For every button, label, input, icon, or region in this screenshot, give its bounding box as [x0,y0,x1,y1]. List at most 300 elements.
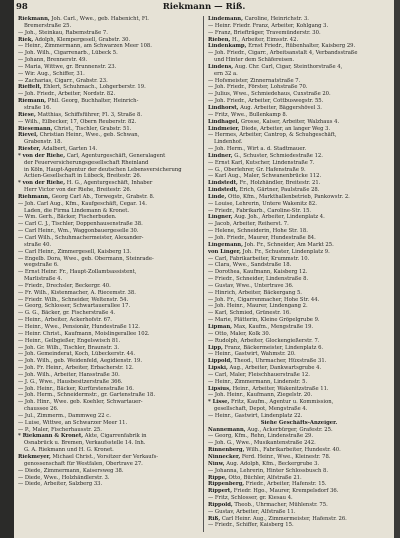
entry-details: Grabenstr. 18. [24,139,63,146]
directory-entry-line [18,132,200,139]
entry-details: — Hermes, Arbeiter, Cantrop, & Schuhgeschäft, [208,132,337,139]
entry-details: Christian Heinr., Wwe., geb. Schwan, [37,132,140,139]
directory-entry-line [18,214,200,221]
entry-surname: Rippenberg, [208,481,245,488]
directory-entry-line [208,345,390,352]
directory-entry-line [18,379,200,386]
directory-entry-line [208,105,390,112]
entry-surname: Lindhagel, [208,118,240,125]
entry-details: — Helene, Schneiderin, Hohe Str. 18. [208,228,308,235]
entry-details: Christ., Tischler, Grabstr. 51. [52,125,132,132]
entry-details: — Joh. Gr. Wilh., Tischler, Braunstr. 3. [18,344,120,351]
directory-entry-line [208,440,390,447]
directory-entry-line [18,372,200,379]
entry-details: — Heinr., Wwe., Pensionär, Hundestraße 112. [18,323,140,330]
directory-entry-line [18,235,200,242]
entry-surname: Lindenkamp, [208,43,247,50]
entry-details: — Joh. Fr. Heinr., Arbeiter, Erbacherstr. 12. [18,365,134,372]
directory-entry-line [208,522,390,529]
entry-surname: * von der Riehe, [18,180,66,187]
entry-details: — Joh., Steinkau, Rabemstraße 7. [18,29,108,36]
entry-details: — P., Maler, Fischerhausstr. 25. [18,426,102,433]
entry-details: — Heinr., Gastwirt, Wahmstr. 20. [208,351,296,358]
directory-entry-line [18,283,200,290]
entry-surname: Rippert, [208,488,233,495]
directory-entry-line [208,324,390,331]
entry-details: Erich, Gärtner, Paulstraße 28. [237,187,320,194]
directory-entry-line [208,153,390,160]
directory-entry-line [208,37,390,44]
entry-surname: Ninnecker, [208,454,241,460]
directory-entry-line [208,242,390,249]
directory-entry-line [208,461,390,468]
directory-entry-line [18,119,200,126]
directory-entry-line [208,372,390,379]
directory-entry-line [18,187,200,194]
directory-entry-line [18,406,200,413]
directory-entry-line [18,413,200,420]
directory-entry-line [18,160,200,167]
directory-entry-line [208,509,390,516]
directory-entry-line [208,98,390,105]
directory-entry-line [208,297,390,304]
directory-entry-line [18,23,200,30]
entry-details: — Karl Aug., Maler, Schwanenbrücke 112. [208,173,322,180]
page-number: 98 [16,2,28,12]
directory-entry-line [208,91,390,98]
entry-details: — Joh. Friedr., Arbeiter, Nordstr. 82. [18,91,116,98]
directory-entry-line [208,303,390,310]
entry-details: Heinr., Arbeiter, Wakenitzstraße 11. [230,385,329,392]
entry-details: Carl, Agenturgeschäft, Generalagent [65,152,166,159]
entry-details: Aug. Adolph, Kfm., Beckergrube 3. [224,460,320,467]
entry-details: — Joh. Friedr., Cigarr., Arbeitsanstalt 4, Verbandsstraße [208,50,358,57]
entry-details: — Diede, Wwe., Holzhändlerstr. 3. [18,474,110,481]
directory-entry-line [208,386,390,393]
entry-details: Laden, die Firma Lindemann & Kronet. [24,207,129,214]
entry-details: Aug., Ackerbürger, Grafestr. 25. [245,426,333,433]
entry-details: — Carl Heinr., Zimmergesell, Kaisberg 13. [18,248,132,255]
entry-details: straße 16. [24,104,52,111]
entry-details: — Rudolph, Arbeiter, Glockengießerstr. 7. [208,337,320,344]
entry-surname: Lindstedt, [208,187,238,194]
directory-entry-line [208,338,390,345]
directory-entry-line [208,160,390,167]
entry-details: — Joh. Friedr., Maurer, Hundestraße 84. [208,235,316,241]
directory-entry-line [208,481,390,488]
directory-entry-line [208,112,390,119]
directory-entry-line [18,365,200,372]
column-divider [203,16,204,532]
page-header [14,2,394,15]
entry-surname: Lipski, [208,365,228,372]
entry-details: straße 40. [24,241,52,248]
directory-entry-line [208,310,390,317]
entry-details: — Wir. Aug., Schiffer, 31. [18,70,85,77]
entry-details: Michael Christ., Vorsitzer der Verkaufs- [50,454,159,460]
directory-entry-line [208,16,390,23]
entry-details: Theod., Uhrmacher, Hüxstraße 31. [232,358,327,365]
entry-details: — Joh. Herm., Schneidermstr., gr. Gartenstraße 18. [18,392,156,399]
entry-details: — Heinr., Zimmermann, am Schwarzen Meer 108. [18,43,152,50]
directory-entry-line [208,502,390,509]
entry-details: Fr., Holzhändler, Breitestr. 21. [237,180,321,187]
directory-entry-line [18,139,200,146]
directory-entry-line [208,194,390,201]
directory-entry-line [18,297,200,304]
entry-details: Grosse, Kaiser, Arbeiter, Walzhaus 4. [239,118,340,125]
entry-surname: Riese, [18,111,36,118]
entry-surname: * Lisse, [208,399,230,406]
entry-details: — Hofsmeister, Zinnernatstraße 7. [208,77,301,84]
directory-entry-line [208,399,390,406]
directory-entry-line [208,358,390,365]
entry-details: — Wilh., Eilbecker, 17, Obern Reuberstr. 82. [18,118,137,125]
entry-details: — Joh. Wilh., Arbeiter, Hansstraße 30. [18,371,120,378]
directory-entry-line [18,50,200,57]
entry-surname: Riß, [208,515,221,522]
entry-surname: Lipsius, [208,385,231,392]
left-column [18,16,200,534]
entry-details: — Carl Wilh., Schuhmachermeister, Alexander- [18,235,144,241]
directory-entry-line [18,112,200,119]
section-reference [208,420,390,427]
entry-details: — Carl C. J., Tischler, Doppenhausenstraße 38. [18,221,143,228]
entry-details: — Hinrich, Arbeiter, Bäckergang 5. [208,289,302,296]
entry-details: — Georg, Kfm., Rehn, Lindenstraße 29. [208,433,314,440]
entry-details: — Fritz, Schlosser, gr. Kiesau 4. [208,495,293,502]
directory-entry-line [18,194,200,201]
directory-entry-line [208,351,390,358]
running-head: Riekmann — Riß. [162,2,246,12]
directory-entry-line [18,303,200,310]
directory-entry-line [18,57,200,64]
directory-entry-line [18,153,200,160]
entry-details: Akte, Cigarrenfabrik in [83,433,147,440]
entry-details: — Wm. Gerh., Bäcker, Fischerbuden. [18,214,117,221]
directory-entry-line [208,475,390,482]
directory-entry-line [208,221,390,228]
entry-surname: Riester, [18,146,41,153]
directory-entry-line [18,392,200,399]
entry-details: — Fr. Wilh., Kistenmacher, A. Riecemstr. 38. [18,289,136,296]
entry-details: — Dorothea, Kaufmann, Kaisberg 12. [208,269,308,276]
entry-details: in Köln, Haupt-Agentur der deutschen Lebensversicherung [24,166,182,173]
entry-details: Adolph, Klempergesell, Grabstr. 30. [33,36,131,43]
directory-entry-line [208,516,390,523]
directory-entry-line [18,290,200,297]
entry-details: der Feuerversicherungsgesellschaft Rheinland [24,159,149,166]
entry-details: — Joh. Heinr., Kaufmann, Ziegelstr. 20. [208,392,313,399]
directory-entry-line [18,228,200,235]
entry-details: — Zacharias, Cigarr., Grabstr. 23. [18,77,108,84]
directory-entry-line [208,30,390,37]
directory-entry-line [208,256,390,263]
entry-details: Aug. Arbeiter, Bäggershövel 3. [238,104,322,111]
entry-details: Joh. Carl., Wwe., geb. Habenicht, Fl. [49,16,149,22]
directory-entry-line [18,475,200,482]
directory-entry-line [208,262,390,269]
directory-entry-line [18,454,200,461]
entry-details: — Diede, Zimmermann, Kaisersweg 38. [18,467,124,474]
entry-details: Aug. Chr. Carl, Cigar, Steinthorstraße 4, [233,63,343,70]
entry-surname: Rievel, [18,132,38,139]
directory-entry-line [208,132,390,139]
entry-details: Caroline, Heinrichstr. 3. [242,16,309,22]
entry-surname: Lindmeier, [208,125,240,132]
entry-details: — Joh. Fr., Cigarrenmacher, Hohe Str. 44. [208,296,320,303]
entry-details: — Joh. Hinr., Wwe. geb. Koehler, Schwartauer- [18,399,143,406]
entry-surname: Nannemann, [208,426,246,433]
directory-entry-line [18,43,200,50]
entry-details: — Heinr., Arbeiter, Ackerhofstr. 67. [18,317,112,324]
entry-surname: Lingemann, [208,241,243,248]
directory-entry-line [18,71,200,78]
directory-entry-line [208,78,390,85]
entry-surname: Lindemann, [208,16,243,22]
entry-surname: Lindens, [208,63,234,70]
entry-details: Max, Kaufm., Mengstraße 19. [231,323,314,330]
entry-details: Theob., Uhrmacher, Mühlenstr. 75. [232,501,328,508]
directory-entry-line [208,214,390,221]
directory-entry-line [18,37,200,44]
directory-entry-line [208,180,390,187]
entry-details: — Friedr., Fabrikarb., Caroline-Str. 15. [208,207,312,214]
entry-surname: Lipman, [208,323,232,330]
entry-details: gesellschaft, Depot, Mengstraße 4. [214,406,308,413]
entry-details: — Carl Heinr., Wm., Waggonbauergeselle 30. [18,228,139,235]
directory-entry-line [18,440,200,447]
directory-entry-line [18,276,200,283]
entry-details: — Gustav, Wwe., Untertrave 36. [208,282,294,289]
entry-details: — Friedr., Schiffer, Kaisberg 15. [208,522,294,529]
entry-details: — Georg, Schlosser, Schwartauerallee 17. [18,303,131,310]
entry-surname: Riesemann, [18,125,53,132]
entry-surname: Ninw, [208,460,225,467]
directory-entry-line [18,310,200,317]
entry-details: — Joh. Gemeinderat, Koch, Lübeckerstr. 44. [18,351,136,358]
entry-details: — Heinr., Gelbgießer, Engelswisch 81. [18,337,121,344]
directory-entry-line [208,447,390,454]
directory-entry-line [208,276,390,283]
entry-details: — Friedr., Schneider, Lindenstraße 8. [208,276,309,283]
entry-details: Siehe Geschäfts-Anzeiger. [260,419,338,426]
directory-entry-line [18,30,200,37]
directory-entry-line [208,228,390,235]
right-column [208,16,390,534]
entry-surname: Riekmann, [18,16,50,22]
directory-entry-line [18,481,200,488]
directory-entry-line [208,365,390,372]
entry-details: genossenschaft für Westfalen, Obertrave 27. [24,460,143,467]
directory-entry-line [208,317,390,324]
directory-entry-line [18,338,200,345]
directory-entry-line [18,249,200,256]
directory-entry-line [18,461,200,468]
directory-entry-line [18,331,200,338]
entry-details: — Jul., Zimmerm., Dammweg 22 c. [18,412,111,419]
entry-details: — Joh. Friedr., Arbeiter, Cottbuswegstr. 55. [208,98,324,105]
directory-entry-line [18,256,200,263]
entry-details: Carl Heinr. Aug., Zimmermeister, Hafenstr. 26. [220,515,347,522]
entry-details: — Joh. Carl Aug., Kfm., Kaufgeschäft, Cegar. 14. [18,200,147,207]
directory-entry-line [208,57,390,64]
directory-entry-line [208,64,390,71]
directory-entry-line [18,167,200,174]
entry-details: wegstraße 6. [24,262,59,269]
entry-details: — Heinr. Christ., Kaufmann, Moislingerallee 102. [18,330,150,337]
entry-details: Friedr. Hgo., Maurer, Krempelsdorf 36. [232,488,339,495]
entry-details: Diede, Arbeiter, an langer Weg 3. [239,125,331,132]
entry-details: G., Schuster, Schmiedestraße 12. [232,152,323,159]
entry-surname: Rippe, [208,474,227,481]
directory-entry-line [208,488,390,495]
directory-entry-line [18,105,200,112]
entry-details: — Ernst Heinr. Fr., Haupt-Zollamtsassistent, [18,269,137,276]
directory-entry-line [208,23,390,30]
entry-details: — Heinr. Friedr. Franz, Arbeiter, Kohlgang 3. [208,22,329,29]
entry-details: — Carl, Maler, Fleischhauerstraße 12. [208,371,310,378]
directory-entry-line [208,269,390,276]
entry-details: — Gustav, Arbeiter, Alfstraße 11. [208,508,296,515]
entry-details: G. A. Riekmann und H. G. Kronet. [24,447,114,454]
directory-page [14,0,394,538]
entry-details: — Clara, Wwe., Sandstraße 18. [208,262,292,269]
directory-entry-line [208,43,390,50]
directory-entry-line [208,413,390,420]
entry-details: — Johann, Brennerstr. 49. [18,57,88,64]
directory-entry-line [208,283,390,290]
entry-surname: Lindhorst, [208,104,239,111]
entry-details: — Julius, Wwe., Schmiedehaus, Cuxstraße 20. [208,91,331,98]
directory-entry-line [208,331,390,338]
directory-entry-line [18,433,200,440]
entry-details: — Heinr., Gastwirt, Lindenplatz 22. [208,412,303,419]
directory-entry-line [18,91,200,98]
entry-details: — Joh. G., Wwe., Musikantenstraße 242. [208,440,316,447]
directory-entry-line [18,324,200,331]
entry-surname: Riek, [18,36,34,43]
directory-entry-line [208,468,390,475]
directory-entry-line [208,119,390,126]
entry-details: — G., Oberlehrer, Gr. Hafenstraße 9. [208,166,306,173]
entry-details: ern 32 a. [214,70,238,77]
entry-details: — Jacob, Arbeiter, Reiherst. 7. [208,221,289,228]
entry-details: — Marie, Plätterin, Kleine Gröpelgrube 9. [208,317,320,324]
entry-details: — Luise, Wittwe, an Schwarzer Meer 11. [18,419,128,426]
directory-entry-line [18,84,200,91]
entry-details: Ferd. Heinr., Wwe., Kleinestr. 78. [240,454,331,460]
entry-details: Fritz, Kaufm., Agentur u. Kommission, [229,399,334,406]
entry-surname: Riemann, [18,98,47,105]
entry-details: — Fritz, Wwe., Bullenkamp 8. [208,111,288,118]
directory-entry-line [208,50,390,57]
entry-surname: Lingner, [208,214,233,221]
directory-entry-line [208,392,390,399]
entry-details: Friedr., Arbeiter, Hafenstr. 15. [244,481,327,488]
entry-surname: Linde, [208,193,227,200]
directory-entry-line [208,235,390,242]
directory-entry-line [18,64,200,71]
entry-details: Matthias, Schiffsführer, Fl. 3, Straße 8. [35,111,143,118]
entry-details: — G. G., Bäcker, gr. Fischerstraße 4. [18,310,116,317]
entry-details: Ernst Friedr., Rübenhalter, Kaisberg 29. [246,43,356,50]
entry-details: — J. G., Wwe., Hausbesitzerstraße 366. [18,378,123,385]
directory-entry-line [18,16,200,23]
entry-details: — Joh. Heinr., Maurer, Lindengang 2. [208,303,308,310]
directory-entry-line [18,345,200,352]
entry-details: Actien-Gesellschaft in Lübeck, Breitestr. 26. [24,173,142,180]
directory-entry-line [208,146,390,153]
directory-entry-line [208,249,390,256]
entry-details: Aug., Arbeiter, Dankwartsgrube 4. [227,365,322,372]
directory-entry-line [18,221,200,228]
entry-details: Adalbert, Garten 14. [40,146,98,153]
entry-details: Phil. Georg, Buchhalter, Heinrich- [46,98,139,105]
entry-details: — Carl, Fabrikarbeiter, Krummstr. 10. [208,255,310,262]
directory-entry-line [18,201,200,208]
entry-details: Georg Carl Ab., Torwegstr., Grabstr. 8. [49,193,155,200]
directory-entry-line [18,399,200,406]
entry-details: — Friedr. Wilh., Schneider, Weltenstr. 54. [18,296,129,303]
directory-entry-line [208,173,390,180]
directory-entry-line [208,201,390,208]
directory-entry-line [18,420,200,427]
directory-entry-line [208,71,390,78]
directory-entry-line [18,358,200,365]
directory-entry-line [18,351,200,358]
directory-entry-line [18,427,200,434]
entry-surname: Riehmann, [18,193,50,200]
entry-surname: Rinnenberg, [208,447,245,454]
entry-details: — Franz, Briefträger, Travemünderstr. 30. [208,29,321,36]
directory-entry-line [208,406,390,413]
entry-surname: Lindstedt, [208,180,238,187]
entry-details: Aug. Joh., Arbeiter, Lindenplatz 4. [232,214,325,221]
book-gutter [0,0,14,538]
directory-entry-line [18,269,200,276]
entry-surname: Rieben, [208,36,231,43]
directory-entry-line [18,386,200,393]
directory-entry-line [208,379,390,386]
entry-details: H., Arbeiter, Eimsstr. 42. [230,36,299,43]
entry-details: — Engelb. Dora, Wwe., geb. Obermann, Steinrade- [18,255,154,262]
entry-surname: Lippold, [208,358,233,365]
entry-details: Osnabrück u. Bremen, Verkaufsstelle 14. Inh. [24,440,146,447]
entry-details: — Ernst Karl, Kutscher, Lindenstraße 7. [208,159,315,166]
directory-entry-line [208,427,390,434]
entry-details: Joh. Fr., Schuster, Lindenplatz 9. [240,248,330,255]
directory-entry-line [18,126,200,133]
entry-details: und Hinter dem Schäfereisen. [214,57,295,64]
entry-details: — Joh. Heinr., Bäcker, Kurfürstenstraße 16. [18,385,134,392]
directory-entry-line [18,242,200,249]
directory-entry-line [18,78,200,85]
entry-surname: Lindner, [208,152,233,159]
directory-entry-line [18,468,200,475]
directory-entry-line [18,208,200,215]
entry-details: Herr Victor von der Riehe, Breitestr. 26. [24,187,132,194]
entry-surname: Lipp, [208,344,223,351]
directory-entry-line [208,433,390,440]
entry-details: Otto, Kfm., Markthallenbetrieb, Pankowstr. 2. [226,193,350,200]
entry-details: — Diede, Arbeiter, Salzberg 33. [18,481,103,488]
directory-entry-line [208,495,390,502]
directory-entry-line [208,167,390,174]
entry-surname: Rieffelt, [18,84,42,91]
entry-details: Wilh., Fabrikarbeiter, Hundestr. 40. [244,447,341,454]
entry-details: Marlistraße 4. [24,276,63,283]
